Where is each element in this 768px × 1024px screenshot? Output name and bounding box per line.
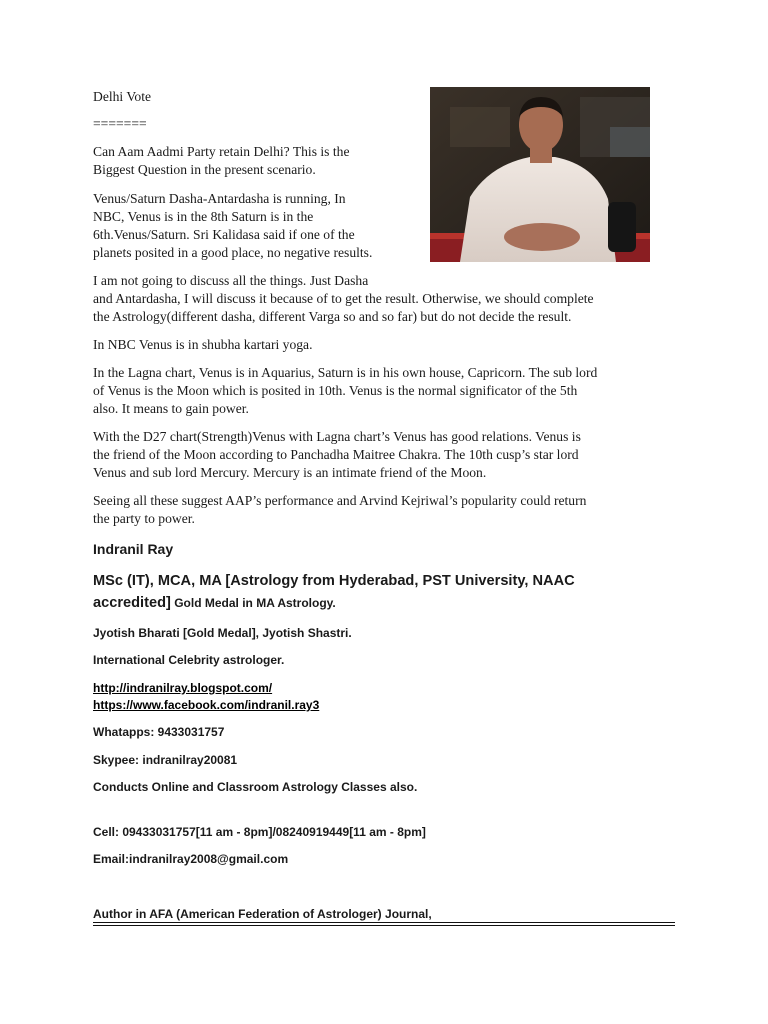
text-line: Seeing all these suggest AAP’s performance and Arvind Kejriwal’s popularity could return xyxy=(93,493,587,508)
text-line: Biggest Question in the present scenario. xyxy=(93,162,316,177)
text-line: 6th.Venus/Saturn. Sri Kalidasa said if one of the xyxy=(93,227,355,242)
paragraph-4: In NBC Venus is in shubha kartari yoga. xyxy=(93,337,313,352)
email-address: Email:indranilray2008@gmail.com xyxy=(93,852,289,866)
text-line: Venus and sub lord Mercury. Mercury is an intimate friend of the Moon. xyxy=(93,465,487,480)
text-line: of Venus is the Moon which is posited in 10th. Venus is the normal significator of the 5th xyxy=(93,383,578,398)
text-line: the Astrology(different dasha, different Varga so and so far) but do not decide the result. xyxy=(93,309,572,324)
jyotish-titles: Jyotish Bharati [Gold Medal], Jyotish Shastri. xyxy=(93,626,352,640)
text-line: and Antardasha, I will discuss it because of to get the result. Otherwise, we should complete xyxy=(93,291,594,306)
author-affiliation: Author in AFA (American Federation of Astrologer) Journal, xyxy=(93,907,432,921)
text-line: the friend of the Moon according to Panchadha Maitree Chakra. The 10th cusp’s star lord xyxy=(93,447,579,462)
qualifications-accredited: accredited] xyxy=(93,595,171,611)
text-line: With the D27 chart(Strength)Venus with Lagna chart’s Venus has good relations. Venus is xyxy=(93,429,581,444)
article-title: Delhi Vote xyxy=(93,89,152,104)
whatsapp-number: Whatapps: 9433031757 xyxy=(93,725,225,739)
text-line: Venus/Saturn Dasha-Antardasha is running, In xyxy=(93,191,346,206)
text-line: Can Aam Aadmi Party retain Delhi? This is the xyxy=(93,144,350,159)
text-line: NBC, Venus is in the 8th Saturn is in the xyxy=(93,209,314,224)
celebrity-line: International Celebrity astrologer. xyxy=(93,653,285,667)
text-line: planets posited in a good place, no negative results. xyxy=(93,245,373,260)
facebook-link[interactable]: https://www.facebook.com/indranil.ray3 xyxy=(93,698,320,712)
classes-line: Conducts Online and Classroom Astrology Classes also. xyxy=(93,780,418,794)
text-line: the party to power. xyxy=(93,511,195,526)
blog-link[interactable]: http://indranilray.blogspot.com/ xyxy=(93,681,273,695)
qualifications-line-1: MSc (IT), MCA, MA [Astrology from Hyderabad, PST University, NAAC xyxy=(93,573,575,589)
cell-numbers: Cell: 09433031757[11 am - 8pm]/08240919449[11 am - 8pm] xyxy=(93,825,426,839)
gold-medal-note: Gold Medal in MA Astrology. xyxy=(170,596,336,610)
text-line: In the Lagna chart, Venus is in Aquarius, Saturn is in his own house, Capricorn. The sub lord xyxy=(93,365,598,380)
skype-id: Skypee: indranilray20081 xyxy=(93,753,238,767)
text-line: also. It means to gain power. xyxy=(93,401,249,416)
document-page xyxy=(93,0,675,1024)
footer-rule-bottom xyxy=(93,925,675,926)
author-name: Indranil Ray xyxy=(93,541,174,557)
title-underline: ======= xyxy=(93,116,147,131)
footer-rule-top xyxy=(93,922,675,923)
qualifications-line-2 xyxy=(93,592,336,614)
text-line: I am not going to discuss all the things. Just Dasha xyxy=(93,273,369,288)
